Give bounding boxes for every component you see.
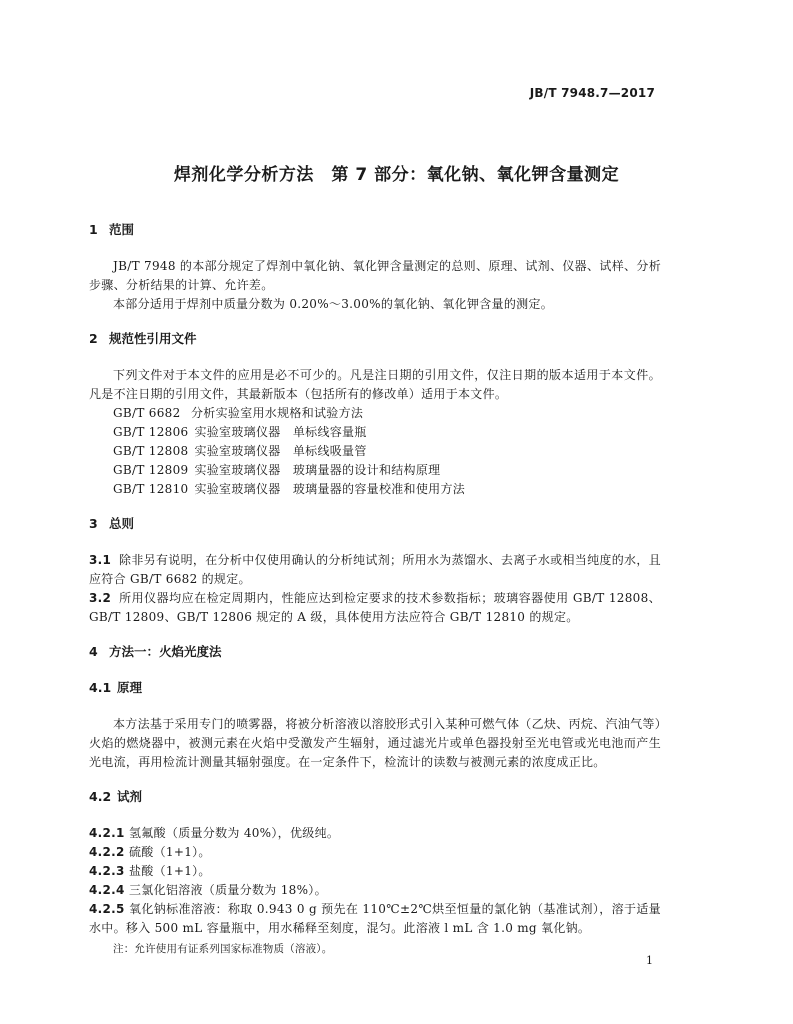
clause-number: 3.2 xyxy=(89,591,112,605)
reference-item xyxy=(89,404,661,423)
reagent-clause xyxy=(89,862,661,881)
clause-3-2 xyxy=(89,589,661,627)
clause-text: 所用仪器均应在检定周期内，性能应达到检定要求的技术参数指标；玻璃容器使用 GB/T 12808、GB/T 12809、GB/T 12806 规定的 A 级，具体使用方法应符合 GB/T 12810 的规定。 xyxy=(89,591,661,624)
clause-number: 4.2.3 xyxy=(89,864,125,878)
clause-number: 4.2.4 xyxy=(89,883,125,897)
clause-text: 氢氟酸（质量分数为 40%），优级纯。 xyxy=(129,826,340,840)
subsection-number: 4.1 xyxy=(89,680,112,695)
clause-text: 氧化钠标准溶液：称取 0.943 0 g 预先在 110℃±2℃烘至恒量的氯化钠（基准试剂），溶于适量水中。移入 500 mL 容量瓶中，用水稀释至刻度，混匀。此溶液 l mL 含 1.0 mg 氧化钠。 xyxy=(89,902,661,935)
section-heading-scope xyxy=(89,221,661,239)
subsection-title: 试剂 xyxy=(117,789,143,804)
clause-number: 3.1 xyxy=(89,553,112,567)
document-title: 焊剂化学分析方法 第 7 部分：氧化钠、氧化钾含量测定 xyxy=(173,165,620,185)
clause-number: 4.2.2 xyxy=(89,845,125,859)
section-heading-general xyxy=(89,515,661,533)
clause-text: 三氯化铝溶液（质量分数为 18%）。 xyxy=(129,883,327,897)
clause-text: 除非另有说明，在分析中仅使用确认的分析纯试剂；所用水为蒸馏水、去离子水或相当纯度的水，且应符合 GB/T 6682 的规定。 xyxy=(89,553,661,586)
reference-item xyxy=(89,423,661,442)
section-number: 2 xyxy=(89,331,98,346)
reagent-note: 注：允许使用有证系列国家标准物质（溶液）。 xyxy=(113,943,333,955)
principle-paragraph: 本方法基于采用专门的喷雾器，将被分析溶液以溶胶形式引入某种可燃气体（乙炔、丙烷、汽油气等）火焰的燃烧器中，被测元素在火焰中受激发产生辐射，通过滤光片或单色器投射至光电管或光电池而产生光电流，再用检流计测量其辐射强度。在一定条件下，检流计的读数与被测元素的浓度成正比。 xyxy=(89,717,661,769)
section-number: 4 xyxy=(89,644,98,659)
standard-code: JB/T 7948.7—2017 xyxy=(529,86,655,100)
scope-paragraph: 本部分适用于焊剂中质量分数为 0.20%～3.00%的氧化钠、氧化钾含量的测定。 xyxy=(113,297,554,311)
reagent-clause xyxy=(89,881,661,900)
reagent-clause xyxy=(89,824,661,843)
references-intro: 下列文件对于本文件的应用是必不可少的。凡是注日期的引用文件，仅注日期的版本适用于本文件。凡是不注日期的引用文件，其最新版本（包括所有的修改单）适用于本文件。 xyxy=(89,368,661,401)
reference-title: 实验室玻璃仪器 单标线容量瓶 xyxy=(194,425,367,439)
reference-item xyxy=(89,461,661,480)
reference-title: 实验室玻璃仪器 玻璃量器的设计和结构原理 xyxy=(194,463,441,477)
document-body xyxy=(89,221,661,958)
reagent-clause xyxy=(89,843,661,862)
reagent-clause xyxy=(89,900,661,938)
section-heading-method-one xyxy=(89,643,661,661)
reference-code: GB/T 12808 xyxy=(113,444,189,458)
page-number: 1 xyxy=(646,954,653,967)
section-heading-references xyxy=(89,330,661,348)
reference-code: GB/T 6682 xyxy=(113,406,181,420)
section-title: 总则 xyxy=(109,516,135,531)
reference-code: GB/T 12809 xyxy=(113,463,189,477)
reference-item xyxy=(89,480,661,499)
clause-text: 盐酸（1+1）。 xyxy=(129,864,211,878)
subsection-number: 4.2 xyxy=(89,789,112,804)
reference-title: 实验室玻璃仪器 单标线吸量管 xyxy=(194,444,367,458)
reference-title: 实验室玻璃仪器 玻璃量器的容量校准和使用方法 xyxy=(194,482,466,496)
subsection-title: 原理 xyxy=(117,680,143,695)
subsection-heading-reagents xyxy=(89,788,661,806)
clause-3-1 xyxy=(89,551,661,589)
reference-code: GB/T 12806 xyxy=(113,425,189,439)
scope-paragraph: JB/T 7948 的本部分规定了焊剂中氧化钠、氧化钾含量测定的总则、原理、试剂、仪器、试样、分析步骤、分析结果的计算、允许差。 xyxy=(89,259,661,292)
section-title: 方法一：火焰光度法 xyxy=(109,644,222,659)
subsection-heading-principle xyxy=(89,679,661,697)
section-title: 范围 xyxy=(109,222,135,237)
section-number: 1 xyxy=(89,222,98,237)
reference-title: 分析实验室用水规格和试验方法 xyxy=(191,406,364,420)
clause-number: 4.2.1 xyxy=(89,826,125,840)
clause-number: 4.2.5 xyxy=(89,902,125,916)
section-number: 3 xyxy=(89,516,98,531)
section-title: 规范性引用文件 xyxy=(109,331,197,346)
reference-list xyxy=(89,404,661,499)
clause-text: 硫酸（1+1）。 xyxy=(129,845,211,859)
reference-item xyxy=(89,442,661,461)
reference-code: GB/T 12810 xyxy=(113,482,189,496)
